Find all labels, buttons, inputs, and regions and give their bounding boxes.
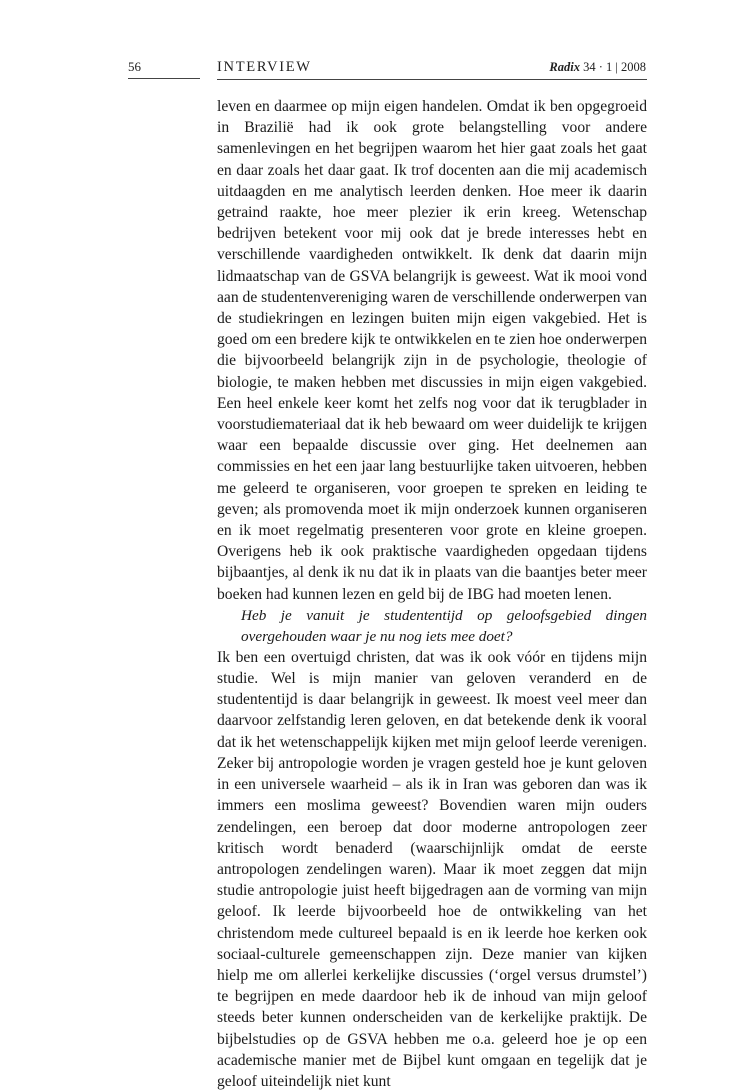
- paragraph-2: Ik ben een overtuigd christen, dat was ik ook vóór en tijdens mijn studie. Wel is mijn manier van geloven veranderd en de studententijd is daar belangrijk in geweest. Ik moest veel meer dan daarvoor zelfstandig leren geloven, en dat betekende denk ik vooral dat ik het wetenschappelijk kijken met mijn geloof leerde verenigen. Zeker bij antropologie worden je vragen gesteld hoe je kunt geloven in een universele waarheid – als ik in Iran was geboren dan was ik immers een moslima geweest? Bovendien waren mijn ouders zendelingen, een beroep dat door moderne antropologen zeer kritisch wordt benaderd (waarschijnlijk omdat de eerste antropologen zendelingen waren). Maar ik moet zeggen dat mijn studie antropologie juist heeft bijgedragen aan de vorming van mijn geloof. Ik leerde bijvoorbeeld hoe de ontwikkeling van het christendom mede cultureel bepaald is en ik leerde hoe kerken ook sociaal-culturele gemeenschappen zijn. Deze manier van kijken hielp me om allerlei kerkelijke discussies (‘orgel versus drumstel’) te begrijpen en mede daardoor heb ik de inhoud van mijn geloof steeds beter kunnen onderscheiden van de kerkelijke praktijk. De bijbelstudies op de GSVA hebben me o.a. geleerd hoe je op een academische manier met de Bijbel kunt omgaan en tegelijk dat je geloof uiteindelijk niet kunt: [217, 648, 647, 1090]
- journal-info: [549, 61, 646, 74]
- section-title: INTERVIEW: [217, 60, 647, 80]
- journal-issue: 34 · 1 | 2008: [583, 60, 646, 74]
- page-number: 56: [128, 60, 200, 79]
- article-body: [217, 96, 647, 1092]
- paragraph-1: leven en daarmee op mijn eigen handelen. Omdat ik ben opgegroeid in Brazilië had ik ook grote belangstelling voor andere samenlevingen en het begrijpen waarom het hier gaat zoals het gaat en daar zoals het daar gaat. Ik trof docenten aan die mij academisch uitdaagden en me analytisch leerden denken. Hoe meer ik daarin getraind raakte, hoe meer plezier ik erin kreeg. Wetenschap bedrijven betekent voor mij ook dat je brede interesses hebt en verschillende vaardigheden ontwikkelt. Ik denk dat daarin mijn lidmaatschap van de GSVA belangrijk is geweest. Wat ik mooi vond aan de studentenvereniging waren de verschillende onderwerpen van de studiekringen en lezingen buiten mijn eigen vakgebied. Het is goed om een bredere kijk te ontwikkelen en te zien hoe onderwerpen die bijvoorbeeld belangrijk zijn in de psychologie, theologie of biologie, te maken hebben met discussies in mijn eigen vakgebied. Een heel enkele keer komt het zelfs nog voor dat ik terugblader in voorstudiemateriaal dat ik heb bewaard om weer duidelijk te krijgen waar een bepaalde discussie over ging. Het deelnemen aan commissies en het een jaar lang bestuurlijke taken uitvoeren, hebben me geleerd te organiseren, voor groepen te spreken en leiding te geven; als promovenda moet ik mijn onderzoek kunnen organiseren en ik moet regelmatig presenteren voor grote en kleine groepen. Overigens heb ik ook praktische vaardigheden opgedaan tijdens bijbaantjes, al denk ik nu dat ik in plaats van die baantjes beter meer boeken had kunnen lezen en geld bij de IBG had moeten lenen.: [217, 98, 647, 603]
- journal-name: Radix: [549, 60, 580, 74]
- interview-question: Heb je vanuit je studententijd op geloofsgebied dingen overgehouden waar je nu nog iets mee doet?: [241, 606, 647, 645]
